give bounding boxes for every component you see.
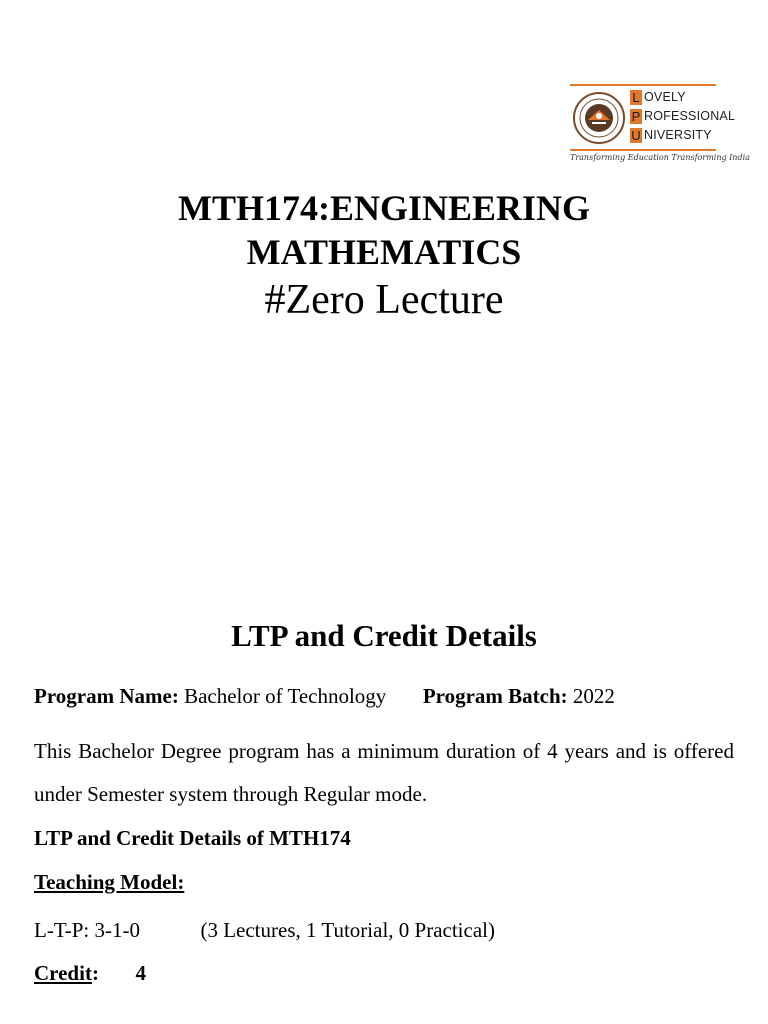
program-description: This Bachelor Degree program has a minimum duration of 4 years and is offered under Semester system through Regular mode. xyxy=(34,739,734,806)
section-title: LTP and Credit Details xyxy=(231,618,537,653)
program-line xyxy=(34,684,615,709)
course-title-line2: MATHEMATICS xyxy=(246,232,522,272)
logo-letter: L xyxy=(630,90,642,105)
program-batch-value: 2022 xyxy=(572,684,615,708)
logo-tagline: Transforming Education Transforming India xyxy=(570,153,750,162)
ltp-heading: LTP and Credit Details of MTH174 xyxy=(34,826,351,850)
logo-letter: U xyxy=(631,127,641,143)
ltp-breakdown: (3 Lectures, 1 Tutorial, 0 Practical) xyxy=(200,918,495,942)
logo-letter: P xyxy=(631,108,641,124)
logo-row-university xyxy=(630,126,735,144)
logo-row-professional xyxy=(630,107,735,125)
university-logo xyxy=(570,84,750,168)
credit-colon: : xyxy=(91,961,99,985)
lecture-subtitle: #Zero Lecture xyxy=(264,277,504,323)
credit-line xyxy=(34,961,146,986)
program-batch-label: Program Batch: xyxy=(422,684,568,708)
program-name-value: Bachelor of Technology xyxy=(184,684,387,708)
university-seal-icon xyxy=(572,90,626,146)
title-block xyxy=(0,186,768,326)
credit-value: 4 xyxy=(135,961,146,985)
logo-row-lovely xyxy=(630,88,735,106)
logo-rule xyxy=(570,84,716,86)
logo-word: ROFESSIONAL xyxy=(644,109,736,123)
course-title-line1: MTH174:ENGINEERING xyxy=(177,188,591,228)
logo-rule xyxy=(570,149,716,151)
teaching-model-label: Teaching Model: xyxy=(34,870,185,894)
logo-word: NIVERSITY xyxy=(644,128,712,142)
program-name-label: Program Name: xyxy=(34,684,179,708)
logo-word: OVELY xyxy=(644,90,686,104)
ltp-value: L-T-P: 3-1-0 xyxy=(34,918,140,942)
ltp-line xyxy=(34,918,495,943)
credit-label: Credit xyxy=(34,961,92,985)
